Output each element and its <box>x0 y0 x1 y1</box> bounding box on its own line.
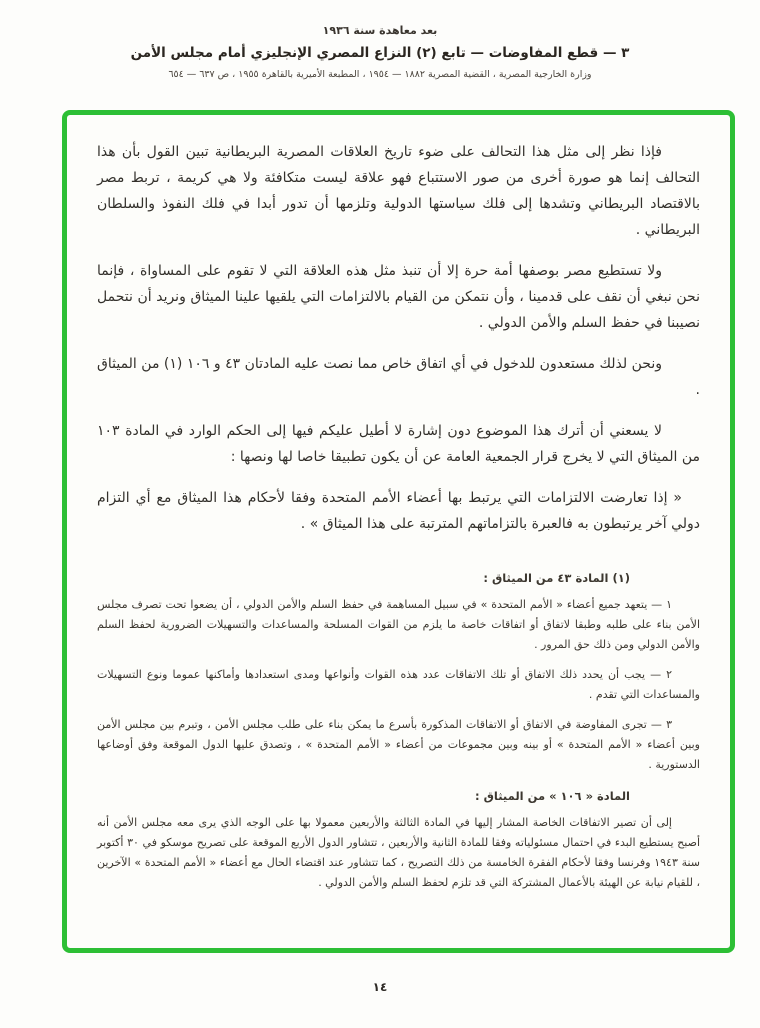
footnote-heading-article-106: المادة « ١٠٦ » من الميثاق : <box>475 789 630 803</box>
page-header <box>0 0 760 80</box>
header-series-title: بعد معاهدة سنة ١٩٣٦ <box>322 24 438 37</box>
footnote-item: ٣ — تجرى المفاوضة في الاتفاق أو الاتفاقات المذكورة بأسرع ما يمكن بناء على طلب مجلس الأمن ، وتبرم بين مجلس الأمن وبين أعضاء « الأمم المتحدة » أو بينه وبين مجموعات من أعضاء « الأمم المتحدة » ، وتصدق عليها الدول الموقعة وفق أوضاعها الدستورية . <box>97 718 700 771</box>
paragraph: ونحن لذلك مستعدون للدخول في أي اتفاق خاص مما نصت عليه المادتان ٤٣ و ١٠٦ (١) من الميثاق . <box>97 356 700 398</box>
header-section-title: ٣ — قطع المفاوضات — تابع (٢) النزاع المصري الإنجليزي أمام مجلس الأمن <box>130 45 630 61</box>
page-footer <box>0 976 760 995</box>
header-source-citation: وزارة الخارجية المصرية ، القضية المصرية ١٨٨٢ — ١٩٥٤ ، المطبعة الأميرية بالقاهرة ١٩٥٥ ، ص ٦٣٧ — ٦٥٤ <box>168 69 592 80</box>
footnote-closing-text: إلى أن تصير الاتفاقات الخاصة المشار إليها في المادة الثالثة والأربعين معمولا بها على الوجه الذي يرى معه مجلس الأمن أنه أصبح يستطيع البدء في احتمال مسئولياته وفقا للمادة الثانية والأربعين ، تتشاور الدول الأربع الموقعة على تصريح موسكو في ٣٠ أكتوبر سنة ١٩٤٣ وفرنسا وفقا لأحكام الفقرة الخامسة من ذلك التصريح ، كما تتشاور عند اقتضاء الحال مع أعضاء « الأمم المتحدة » الآخرين ، للقيام نيابة عن الهيئة بالأعمال المشتركة التي قد تلزم لحفظ السلم والأمن الدولي . <box>97 816 700 889</box>
paragraph: لا يسعني أن أترك هذا الموضوع دون إشارة لا أطيل عليكم فيها إلى الحكم الوارد في المادة ١٠٣ من الميثاق التي لا يخرج قرار الجمعية العامة عن أن يكون تطبيقا خاصا لها ونصها : <box>97 423 700 465</box>
footnote-item: ١ — يتعهد جميع أعضاء « الأمم المتحدة » في سبيل المساهمة في حفظ السلم والأمن الدولي ، أن يضعوا تحت تصرف مجلس الأمن بناء على طلبه وطبقا لاتفاق أو اتفاقات خاصة ما يلزم من القوات المسلحة والمساعدات والتسهيلات الضرورية لحفظ السلم والأمن الدولي ومن ذلك حق المرور . <box>97 598 700 651</box>
footnote-item: ٢ — يجب أن يحدد ذلك الاتفاق أو تلك الاتفاقات عدد هذه القوات وأنواعها ومدى استعدادها وأماكنها عموما ونوع التسهيلات والمساعدات التي تقدم . <box>97 668 700 701</box>
footnote-block <box>97 571 700 893</box>
quoted-article-text: « إذا تعارضت الالتزامات التي يرتبط بها أعضاء الأمم المتحدة وفقا لأحكام هذا الميثاق مع أي التزام دولي آخر يرتبطون به فالعبرة بالتزاماتهم المترتبة على هذا الميثاق » . <box>97 490 700 532</box>
paragraph: ولا تستطيع مصر بوصفها أمة حرة إلا أن تنبذ مثل هذه العلاقة التي لا تقوم على المساواة ، فإنما نحن نبغي أن نقف على قدمينا ، وأن نتمكن من القيام بالالتزامات التي يلقيها علينا الميثاق ونريد أن نتحمل نصيبنا في حفظ السلم والأمن الدولي . <box>97 263 700 331</box>
paragraph: فإذا نظر إلى مثل هذا التحالف على ضوء تاريخ العلاقات المصرية البريطانية تبين القول بأن هذا التحالف إنما هو صورة أخرى من صور الاستتباع فهو علاقة ليست متكافئة ولا هي كريمة ، تربط مصر بالاقتصاد البريطاني وتشدها إلى فلك سياستها الدولية وتلزمها أن تدور أبدا في فلك النفوذ والسلطان البريطاني . <box>97 144 700 238</box>
page-number: ١٤ <box>372 980 388 994</box>
highlight-frame <box>62 110 735 953</box>
footnote-heading-article-43: (١) المادة ٤٣ من الميثاق : <box>483 571 630 585</box>
main-text-block <box>97 139 700 537</box>
